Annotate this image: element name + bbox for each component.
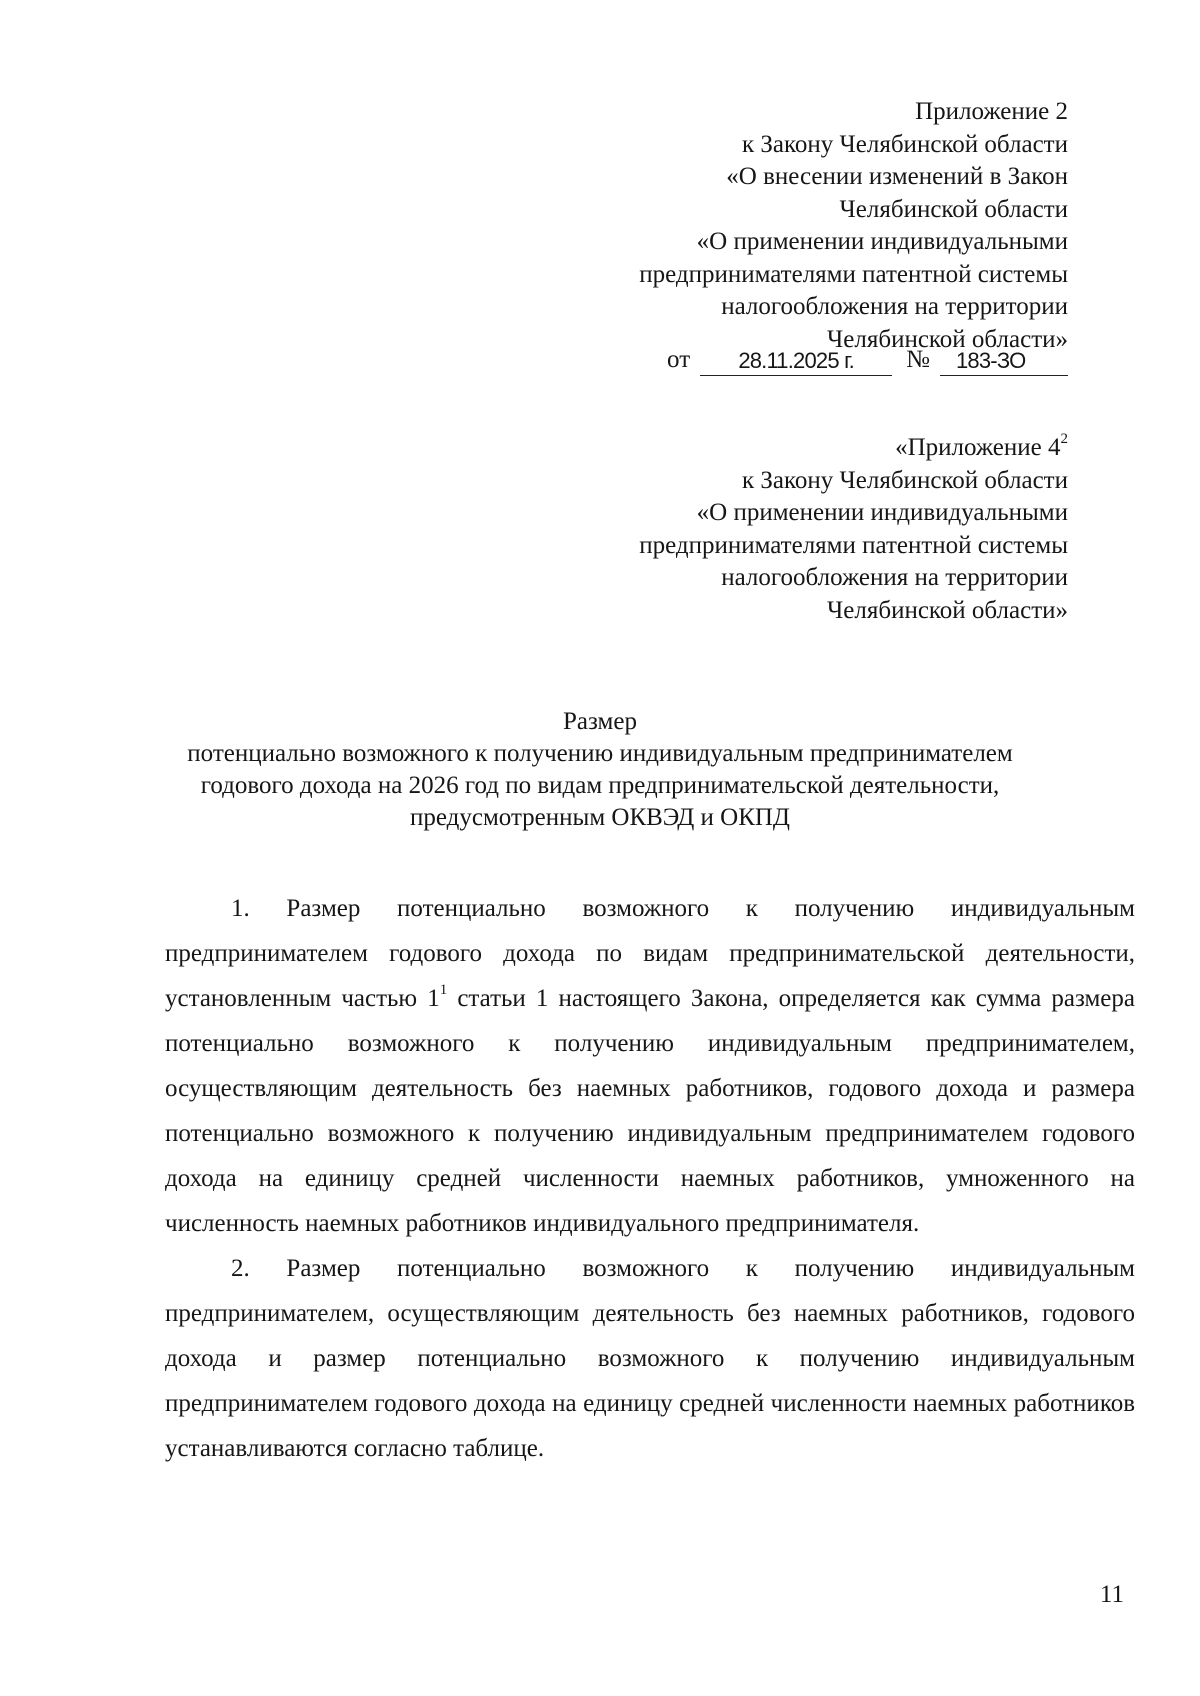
title-line: Размер <box>563 708 637 735</box>
annex-line <box>639 432 1068 465</box>
appendix-header <box>639 96 1068 356</box>
paragraph-1 <box>165 886 1135 1246</box>
header-line: Приложение 2 <box>915 98 1068 125</box>
annex-line: к Закону Челябинской области <box>742 466 1068 494</box>
document-body <box>165 886 1135 1471</box>
law-date: 28.11.2025 г. <box>700 347 892 376</box>
document-title <box>150 706 1050 834</box>
law-number: 183-ЗО <box>940 347 1068 376</box>
header-line: Челябинской области» <box>827 325 1068 353</box>
header-line: предпринимателями патентной системы <box>639 260 1068 288</box>
paragraph-1-superscript: 1 <box>439 981 448 998</box>
law-date-number-line <box>667 344 1068 376</box>
annex-line: «О применении индивидуальными <box>696 499 1068 526</box>
paragraph-1-text-cont: статьи 1 настоящего Закона, определяется как сумма размера потенциально возможного к получению индивидуальным предпринимателем, осуществляющим деятельность без наемных работников, годового дохода и размера потенциально возможного к получению индивидуальным предпринимателем годового дохода на единицу средней численности наемных работников, умноженного на численность наемных работников индивидуального предпринимателя. <box>165 985 1135 1237</box>
date-prefix: от <box>667 346 691 373</box>
annex-line: предпринимателями патентной системы <box>639 531 1068 559</box>
header-line: Челябинской области <box>839 195 1068 223</box>
header-line: «О применении индивидуальными <box>696 228 1068 255</box>
annex-line: налогообложения на территории <box>721 564 1068 591</box>
paragraph-1-text: 1. Размер потенциально возможного к получению индивидуальным предпринимателем годового дохода по видам предпринимательской деятельности, установленным частью 1 <box>165 895 1135 1012</box>
page-number: 11 <box>1099 1581 1124 1608</box>
number-label: № <box>906 346 930 373</box>
header-line: к Закону Челябинской области <box>742 130 1068 158</box>
annex-header <box>639 432 1068 627</box>
annex-line: Челябинской области» <box>827 596 1068 624</box>
header-line: «О внесении изменений в Закон <box>726 163 1068 190</box>
annex-superscript: 2 <box>1060 430 1068 447</box>
title-line: предусмотренным ОКВЭД и ОКПД <box>410 804 790 831</box>
header-line: налогообложения на территории <box>721 293 1068 320</box>
paragraph-2: 2. Размер потенциально возможного к получению индивидуальным предпринимателем, осуществляющим деятельность без наемных работников, годового дохода и размер потенциально возможного к получению индивидуальным предпринимателем годового дохода на единицу средней численности наемных работников устанавливаются согласно таблице. <box>165 1255 1135 1462</box>
title-line: потенциально возможного к получению индивидуальным предпринимателем <box>187 740 1013 767</box>
annex-title: «Приложение 4 <box>895 434 1061 461</box>
title-line: годового дохода на 2026 год по видам предпринимательской деятельности, <box>200 772 1000 799</box>
